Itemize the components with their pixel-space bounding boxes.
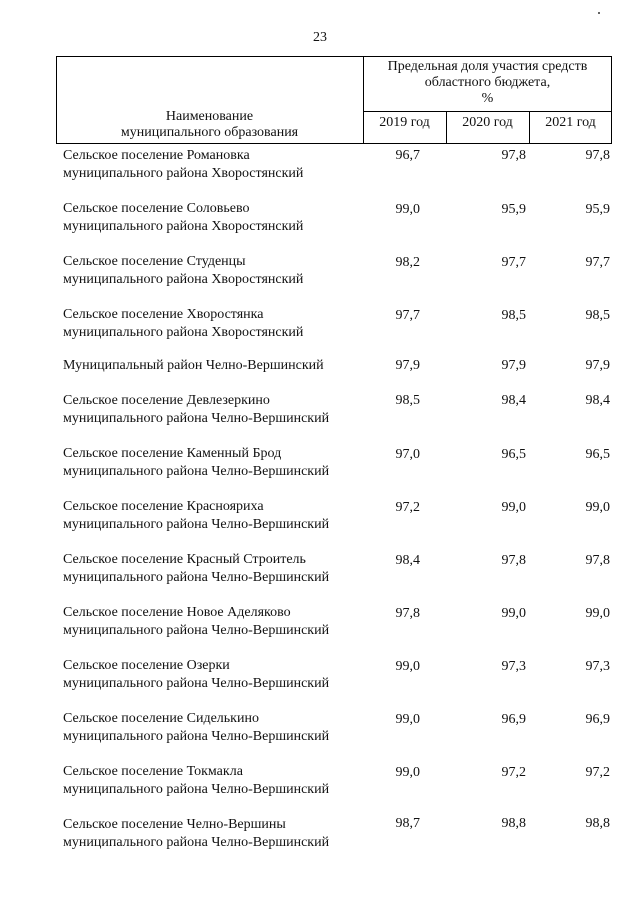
column-name-header: [56, 109, 363, 141]
municipality-name-line2: муниципального района Челно-Вершинский: [63, 835, 330, 850]
value-2020: 95,9: [501, 202, 526, 217]
year-2019-header: 2019 год: [379, 115, 430, 130]
value-2021: 98,5: [585, 308, 610, 323]
value-2021: 99,0: [585, 606, 610, 621]
municipality-name: [63, 816, 373, 852]
municipality-name: [63, 147, 373, 183]
municipality-name: [63, 763, 373, 799]
municipality-name: [63, 253, 373, 289]
municipality-name-line1: Сельское поселение Романовка: [63, 148, 250, 163]
value-2021: 98,4: [585, 393, 610, 408]
value-2021: 97,8: [585, 553, 610, 568]
value-2019: 99,0: [395, 202, 420, 217]
table-row: [0, 306, 640, 350]
value-2019: 97,9: [395, 358, 420, 373]
municipality-name-line1: Сельское поселение Студенцы: [63, 254, 246, 269]
value-2020: 98,4: [501, 393, 526, 408]
value-2019: 99,0: [395, 712, 420, 727]
municipality-name-line2: муниципального района Челно-Вершинский: [63, 729, 330, 744]
municipality-name-line2: муниципального района Челно-Вершинский: [63, 411, 330, 426]
column-name-line1: Наименование: [165, 109, 254, 124]
column-share-line2: областного бюджета,: [424, 75, 551, 90]
year-2020-header: 2020 год: [462, 115, 513, 130]
table-row: [0, 763, 640, 807]
table-header: [56, 56, 612, 144]
municipality-name-line2: муниципального района Хворостянский: [63, 325, 304, 340]
municipality-name: [63, 657, 373, 693]
municipality-name-line1: Сельское поселение Краснояриха: [63, 499, 264, 514]
header-divider-years: [363, 111, 612, 112]
table-row: [0, 498, 640, 542]
municipality-name-line1: Сельское поселение Новое Аделяково: [63, 605, 291, 620]
table-row: [0, 604, 640, 648]
value-2021: 99,0: [585, 500, 610, 515]
value-2021: 97,9: [585, 358, 610, 373]
municipality-name: [63, 200, 373, 236]
value-2020: 97,9: [501, 358, 526, 373]
value-2020: 99,0: [501, 606, 526, 621]
table-row: [0, 816, 640, 860]
value-2020: 98,8: [501, 816, 526, 831]
municipality-name: [63, 357, 373, 375]
municipality-name-line2: муниципального района Челно-Вершинский: [63, 676, 330, 691]
municipality-name-line1: Сельское поселение Хворостянка: [63, 307, 264, 322]
municipality-name-line1: Сельское поселение Соловьево: [63, 201, 250, 216]
table-row: [0, 392, 640, 436]
value-2021: 96,9: [585, 712, 610, 727]
value-2019: 97,8: [395, 606, 420, 621]
municipality-name: [63, 306, 373, 342]
value-2020: 96,5: [501, 447, 526, 462]
page-number: 23: [313, 30, 327, 45]
value-2020: 98,5: [501, 308, 526, 323]
table-row: [0, 445, 640, 489]
municipality-name: [63, 392, 373, 428]
value-2019: 99,0: [395, 659, 420, 674]
municipality-name: [63, 445, 373, 481]
municipality-name-line2: муниципального района Хворостянский: [63, 166, 304, 181]
column-share-line3: %: [481, 91, 494, 106]
municipality-name-line2: муниципального района Челно-Вершинский: [63, 782, 330, 797]
municipality-name-line1: Сельское поселение Озерки: [63, 658, 230, 673]
value-2020: 97,8: [501, 553, 526, 568]
table-row: [0, 253, 640, 297]
value-2020: 97,3: [501, 659, 526, 674]
table-row: [0, 551, 640, 595]
table-row: [0, 147, 640, 191]
municipality-name-line2: муниципального района Челно-Вершинский: [63, 517, 330, 532]
municipality-name-line2: муниципального района Челно-Вершинский: [63, 623, 330, 638]
value-2020: 96,9: [501, 712, 526, 727]
value-2020: 97,8: [501, 148, 526, 163]
value-2019: 98,5: [395, 393, 420, 408]
value-2021: 97,3: [585, 659, 610, 674]
value-2020: 97,7: [501, 255, 526, 270]
municipality-name-line1: Сельское поселение Токмакла: [63, 764, 243, 779]
value-2019: 97,2: [395, 500, 420, 515]
municipality-name-line2: муниципального района Челно-Вершинский: [63, 570, 330, 585]
value-2021: 97,2: [585, 765, 610, 780]
value-2019: 99,0: [395, 765, 420, 780]
municipality-name-line2: муниципального района Хворостянский: [63, 272, 304, 287]
municipality-name: [63, 551, 373, 587]
municipality-name-line1: Сельское поселение Сиделькино: [63, 711, 259, 726]
table-row: [0, 200, 640, 244]
municipality-name-line2: муниципального района Хворостянский: [63, 219, 304, 234]
municipality-name: [63, 710, 373, 746]
municipality-name-line1: Сельское поселение Челно-Вершины: [63, 817, 286, 832]
value-2019: 97,7: [395, 308, 420, 323]
value-2020: 99,0: [501, 500, 526, 515]
municipality-name-line2: муниципального района Челно-Вершинский: [63, 464, 330, 479]
value-2019: 98,7: [395, 816, 420, 831]
value-2021: 97,7: [585, 255, 610, 270]
municipality-name-line1: Муниципальный район Челно-Вершинский: [63, 358, 324, 373]
value-2020: 97,2: [501, 765, 526, 780]
municipality-name: [63, 604, 373, 640]
column-name-line2: муниципального образования: [120, 125, 299, 140]
table-row: [0, 657, 640, 701]
value-2019: 97,0: [395, 447, 420, 462]
year-2021-header: 2021 год: [545, 115, 596, 130]
scan-speck: [598, 12, 600, 14]
municipality-name-line1: Сельское поселение Каменный Брод: [63, 446, 282, 461]
value-2019: 96,7: [395, 148, 420, 163]
table-row: [0, 710, 640, 754]
column-share-line1: Предельная доля участия средств: [387, 59, 588, 74]
value-2021: 97,8: [585, 148, 610, 163]
municipality-name: [63, 498, 373, 534]
value-2021: 95,9: [585, 202, 610, 217]
municipality-name-line1: Сельское поселение Девлезеркино: [63, 393, 270, 408]
value-2019: 98,2: [395, 255, 420, 270]
value-2021: 96,5: [585, 447, 610, 462]
municipality-name-line1: Сельское поселение Красный Строитель: [63, 552, 306, 567]
value-2019: 98,4: [395, 553, 420, 568]
column-share-header: [363, 59, 612, 107]
value-2021: 98,8: [585, 816, 610, 831]
